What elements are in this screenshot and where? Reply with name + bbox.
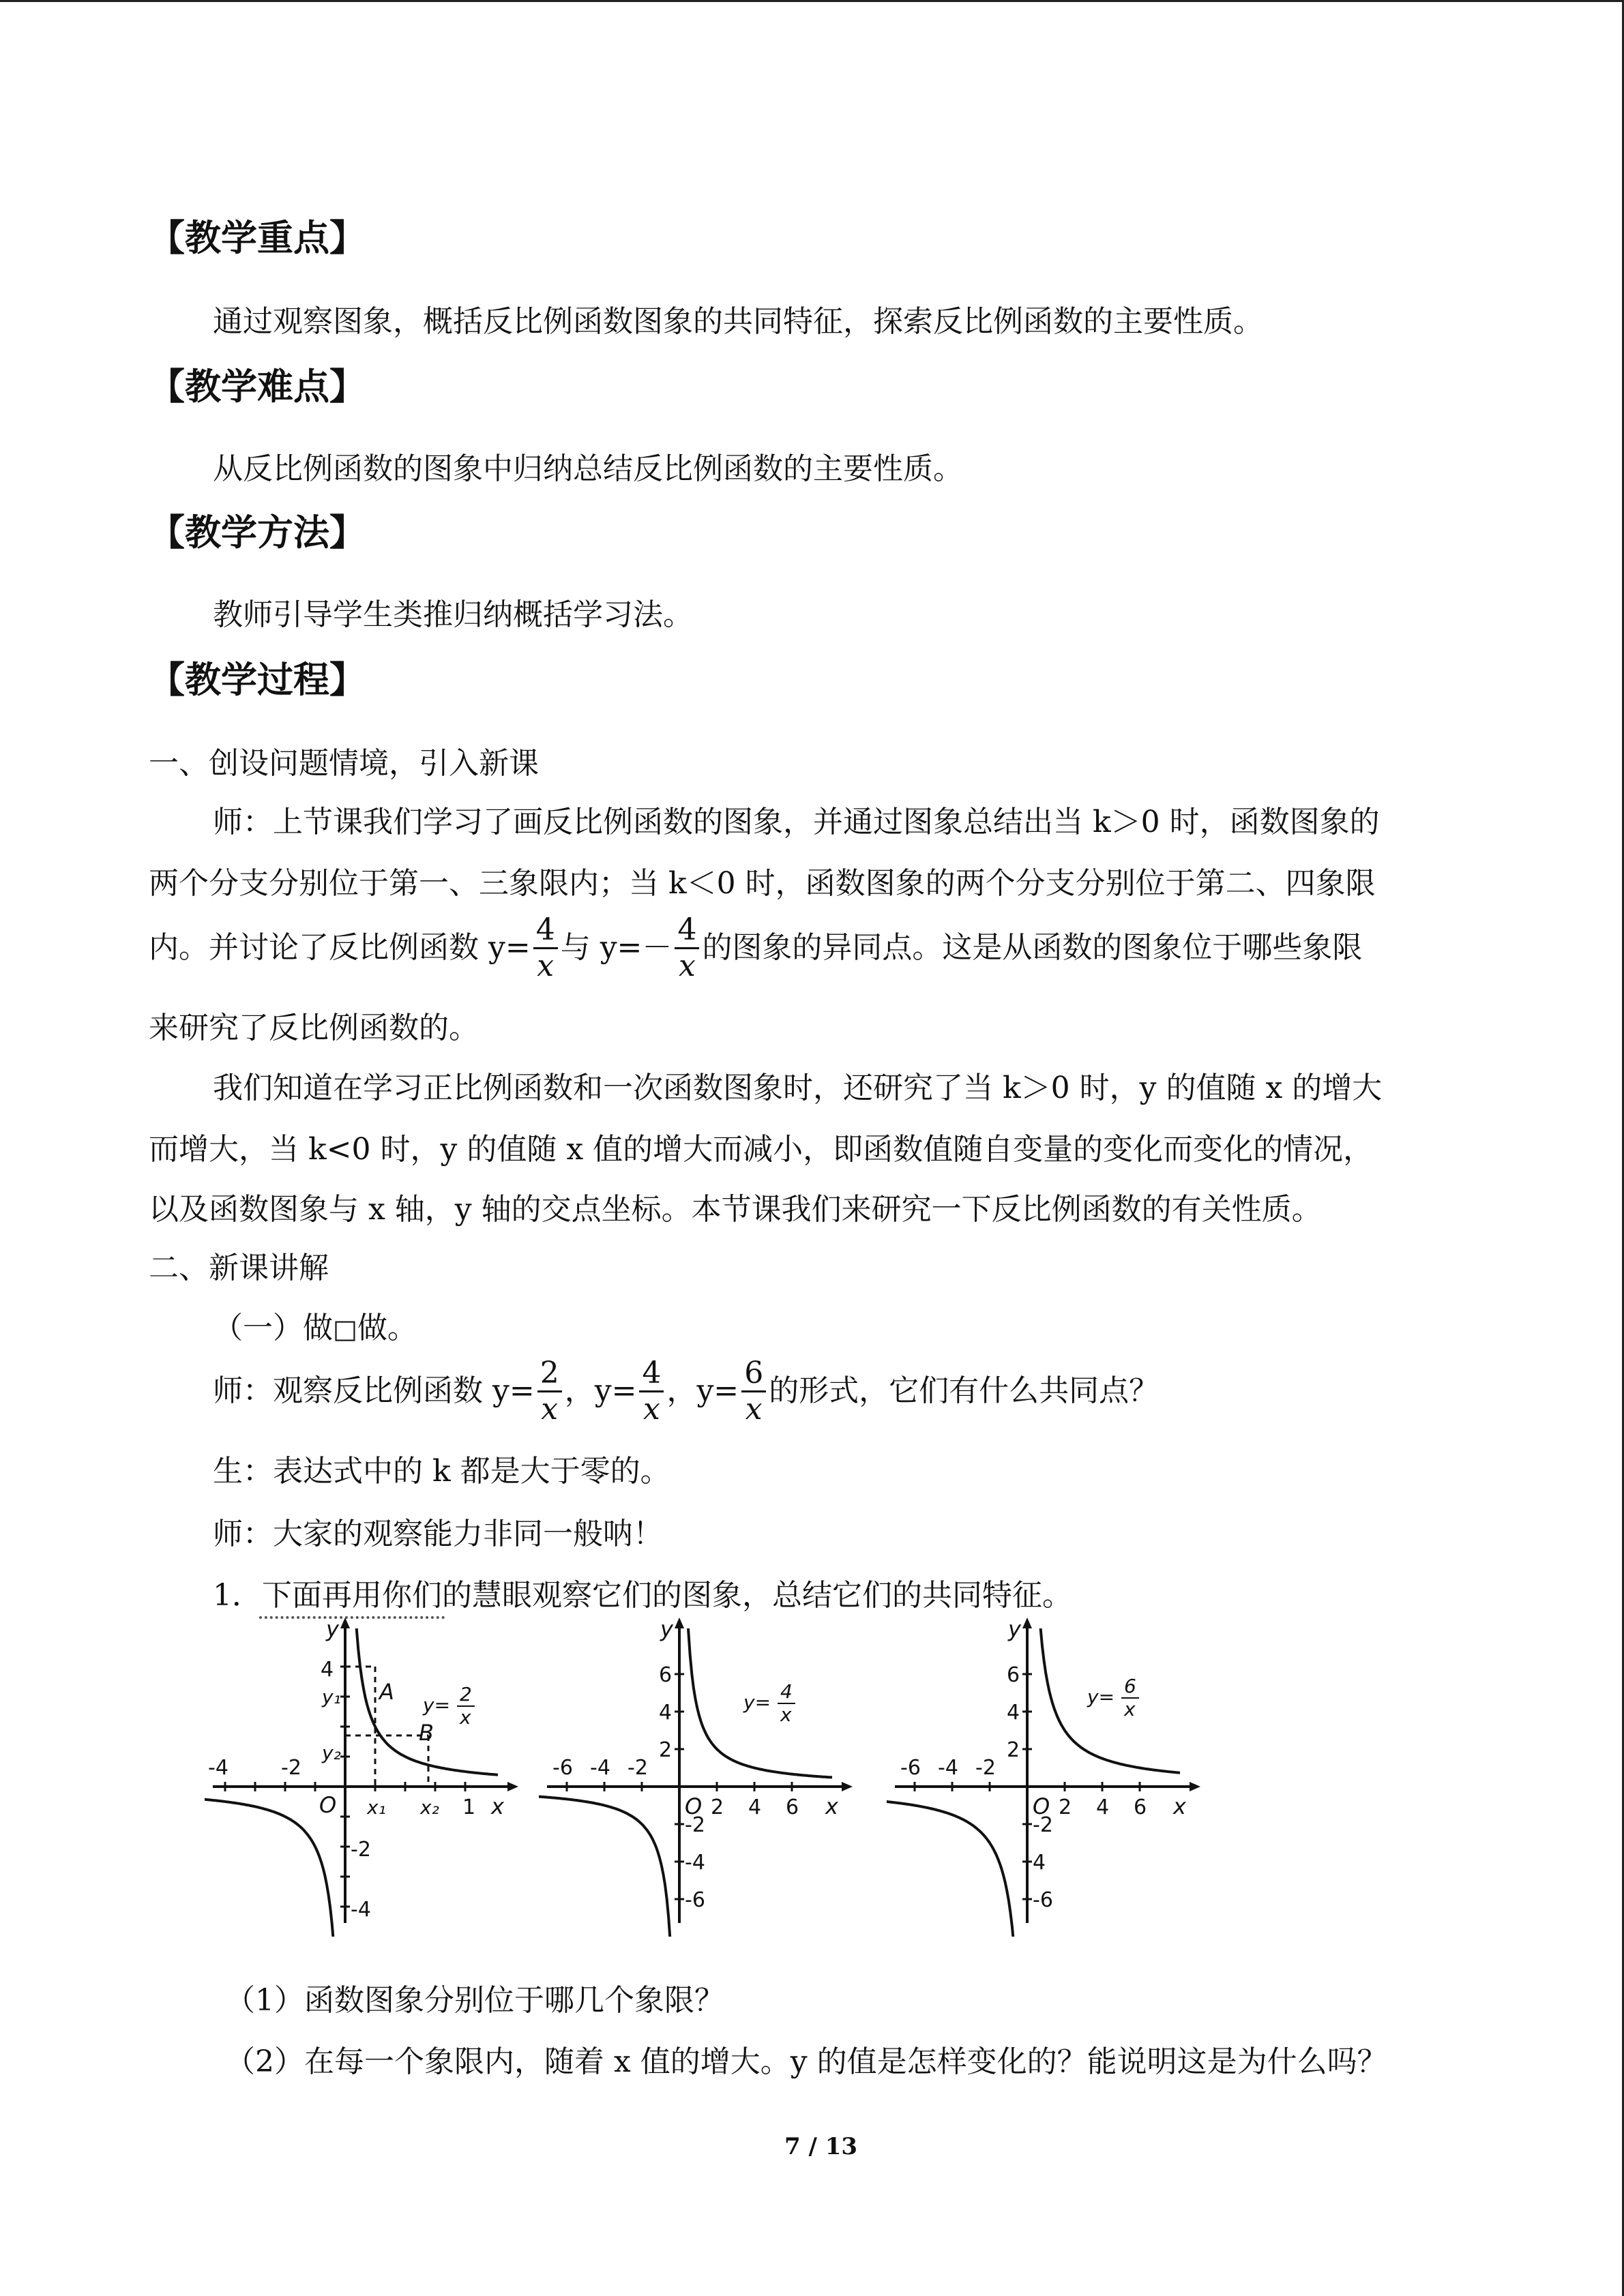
teacher-question-a: 师：观察反比例函数 y= bbox=[213, 1373, 535, 1408]
function-label-numerator: 6 bbox=[1124, 1675, 1136, 1697]
x-axis-label: x bbox=[1173, 1793, 1186, 1819]
part1-line3-a: 内。并讨论了反比例函数 y= bbox=[149, 930, 531, 965]
y-tick-label: -2 bbox=[1033, 1813, 1053, 1837]
section-heading-difficulty: 【教学难点】 bbox=[149, 366, 366, 408]
fraction-4-over-x bbox=[639, 1356, 664, 1427]
x-sub-label: x₂ bbox=[420, 1796, 439, 1819]
section-text-method: 教师引导学生类推归纳概括学习法。 bbox=[213, 597, 693, 632]
function-label: y= bbox=[1087, 1686, 1115, 1708]
teacher-question-sep1: ，y= bbox=[564, 1373, 637, 1408]
fraction-6-over-x bbox=[741, 1356, 766, 1427]
teacher-praise: 师：大家的观察能力非同一般呐！ bbox=[213, 1517, 663, 1551]
task-1: 1．下面再用你们的慧眼观察它们的图象，总结它们的共同特征。 bbox=[213, 1578, 1072, 1613]
x-tick-label: -4 bbox=[590, 1756, 610, 1780]
x-tick-label: -2 bbox=[281, 1756, 301, 1780]
y-axis-label: y bbox=[1008, 1616, 1021, 1642]
x-sub-label: x₁ bbox=[367, 1796, 386, 1819]
fraction-numerator: 4 bbox=[675, 913, 699, 949]
teacher-question-b: 的形式，它们有什么共同点？ bbox=[769, 1373, 1160, 1408]
y-sub-label: y₂ bbox=[322, 1742, 341, 1764]
y-tick-label: 4 bbox=[659, 1701, 673, 1725]
hyperbola-branch-q3 bbox=[539, 1796, 670, 1937]
function-label-denominator: x bbox=[1124, 1698, 1136, 1720]
function-label-numerator: 4 bbox=[780, 1680, 793, 1703]
hyperbola-branch-q3 bbox=[205, 1798, 334, 1937]
function-label-denominator: x bbox=[460, 1706, 471, 1729]
x-tick-label: 6 bbox=[1134, 1795, 1147, 1819]
section-text-focus: 通过观察图象，概括反比例函数图象的共同特征，探索反比例函数的主要性质。 bbox=[213, 304, 1263, 339]
part1-line1: 师：上节课我们学习了画反比例函数的图象，并通过图象总结出当 k＞0 时，函数图象的 bbox=[213, 805, 1380, 839]
section-heading-focus: 【教学重点】 bbox=[149, 218, 366, 259]
part2-subheading bbox=[213, 1308, 417, 1350]
graph-y-equals-2-over-x bbox=[205, 1616, 525, 1937]
y-axis-label: y bbox=[326, 1616, 339, 1642]
y-tick-label: -4 bbox=[685, 1851, 705, 1875]
y-tick-label: -2 bbox=[685, 1813, 705, 1837]
part1-line7: 以及函数图象与 x 轴，y 轴的交点坐标。本节课我们来研究一下反比例函数的有关性质。 bbox=[149, 1192, 1322, 1227]
section-text-difficulty: 从反比例函数的图象中归纳总结反比例函数的主要性质。 bbox=[213, 451, 963, 486]
fraction-2-over-x bbox=[537, 1356, 562, 1427]
part1-line3 bbox=[149, 907, 1362, 989]
x-tick-label: 4 bbox=[748, 1795, 762, 1819]
y-tick-label: -4 bbox=[351, 1898, 371, 1922]
graph-y-equals-4-over-x bbox=[539, 1616, 859, 1937]
fraction-numerator: 4 bbox=[533, 913, 558, 949]
page-border-top bbox=[0, 0, 1624, 2]
x-tick-label: 4 bbox=[1096, 1795, 1110, 1819]
origin-label: O bbox=[1033, 1793, 1050, 1819]
y-tick-label: 2 bbox=[659, 1738, 673, 1762]
fraction-denominator: x bbox=[537, 948, 555, 983]
y-tick-label: 4 bbox=[321, 1658, 334, 1682]
origin-label: O bbox=[685, 1793, 703, 1819]
function-label-denominator: x bbox=[780, 1703, 792, 1726]
part2-title: 二、新课讲解 bbox=[149, 1251, 329, 1285]
y-axis-arrow bbox=[340, 1617, 350, 1628]
x-axis-arrow bbox=[842, 1782, 853, 1791]
x-tick-label: -4 bbox=[208, 1756, 228, 1780]
y-axis-arrow bbox=[1022, 1617, 1032, 1628]
y-sub-label: y₁ bbox=[322, 1686, 341, 1708]
x-tick-label: 2 bbox=[711, 1795, 724, 1819]
y-tick-label: -6 bbox=[685, 1888, 705, 1912]
part1-title: 一、创设问题情境，引入新课 bbox=[149, 746, 539, 781]
x-tick-label: -2 bbox=[975, 1756, 996, 1780]
fraction-numerator: 6 bbox=[741, 1356, 766, 1392]
fraction-4-over-x-b bbox=[675, 913, 699, 983]
fraction-denominator: x bbox=[541, 1391, 559, 1427]
y-tick-label: 4 bbox=[1007, 1701, 1020, 1725]
section-heading-method: 【教学方法】 bbox=[149, 512, 366, 554]
part1-line5: 我们知道在学习正比例函数和一次函数图象时，还研究了当 k＞0 时，y 的值随 x 的增大 bbox=[213, 1071, 1383, 1105]
x-tick-label: 6 bbox=[786, 1795, 799, 1819]
fraction-denominator: x bbox=[679, 948, 696, 983]
fraction-denominator: x bbox=[643, 1391, 660, 1427]
function-label: y= bbox=[423, 1694, 451, 1716]
section-heading-process: 【教学过程】 bbox=[149, 659, 366, 701]
part1-line3-b: 与 y=－ bbox=[560, 930, 673, 965]
x-tick-label: -6 bbox=[900, 1756, 921, 1780]
origin-label: O bbox=[319, 1792, 337, 1818]
part1-line6: 而增大，当 k<0 时，y 的值随 x 值的增大而减小，即函数值随自变量的变化而变化的情况， bbox=[149, 1132, 1374, 1167]
part2-sub-a: （一）做 bbox=[213, 1311, 333, 1345]
teacher-question-sep2: ，y= bbox=[666, 1373, 739, 1408]
part1-line4: 来研究了反比例函数的。 bbox=[149, 1011, 479, 1045]
x-tick-label: 1 bbox=[462, 1795, 476, 1819]
y-tick-label: 6 bbox=[1007, 1663, 1020, 1687]
part1-line2: 两个分支分别位于第一、三象限内；当 k＜0 时，函数图象的两个分支分别位于第二、四象限 bbox=[149, 866, 1376, 901]
page-number: 7 / 13 bbox=[784, 2133, 858, 2160]
fraction-numerator: 4 bbox=[639, 1356, 664, 1392]
fraction-4-over-x-a bbox=[533, 913, 558, 983]
x-axis-label: x bbox=[491, 1793, 504, 1819]
x-tick-label: -4 bbox=[938, 1756, 958, 1780]
part2-teacher-question bbox=[213, 1350, 1159, 1432]
fraction-numerator: 2 bbox=[537, 1356, 562, 1392]
x-tick-label: 2 bbox=[1059, 1795, 1072, 1819]
part2-sub-b: 做。 bbox=[357, 1311, 417, 1345]
x-axis-arrow bbox=[1190, 1782, 1200, 1791]
y-tick-label: 6 bbox=[659, 1663, 673, 1687]
point-label-b: B bbox=[419, 1720, 434, 1746]
graph-y-equals-6-over-x bbox=[887, 1616, 1207, 1937]
x-axis-label: x bbox=[825, 1793, 838, 1819]
point-label-a: A bbox=[379, 1679, 394, 1705]
y-tick-label: -6 bbox=[1033, 1888, 1053, 1912]
x-axis-arrow bbox=[507, 1782, 518, 1791]
part1-line3-c: 的图象的异同点。这是从函数的图象位于哪些象限 bbox=[702, 930, 1363, 965]
student-answer: 生：表达式中的 k 都是大于零的。 bbox=[213, 1454, 670, 1489]
hyperbola-branch-q3 bbox=[887, 1800, 1014, 1937]
fraction-denominator: x bbox=[745, 1391, 763, 1427]
y-tick-label: -2 bbox=[351, 1838, 371, 1862]
x-tick-label: -2 bbox=[628, 1756, 648, 1780]
placeholder-box-glyph: □ bbox=[333, 1314, 357, 1344]
y-axis-arrow bbox=[675, 1617, 684, 1628]
y-tick-label: 4 bbox=[1033, 1851, 1046, 1875]
question-2: （2）在每一个象限内，随着 x 值的增大。y 的值是怎样变化的？能说明这是为什么吗？ bbox=[225, 2044, 1387, 2079]
x-tick-label: -6 bbox=[552, 1756, 573, 1780]
function-label: y= bbox=[743, 1691, 771, 1714]
function-label-numerator: 2 bbox=[460, 1683, 472, 1705]
question-1: （1）函数图象分别位于哪几个象限？ bbox=[225, 1983, 724, 2018]
y-axis-label: y bbox=[660, 1616, 673, 1642]
y-tick-label: 2 bbox=[1007, 1738, 1020, 1762]
